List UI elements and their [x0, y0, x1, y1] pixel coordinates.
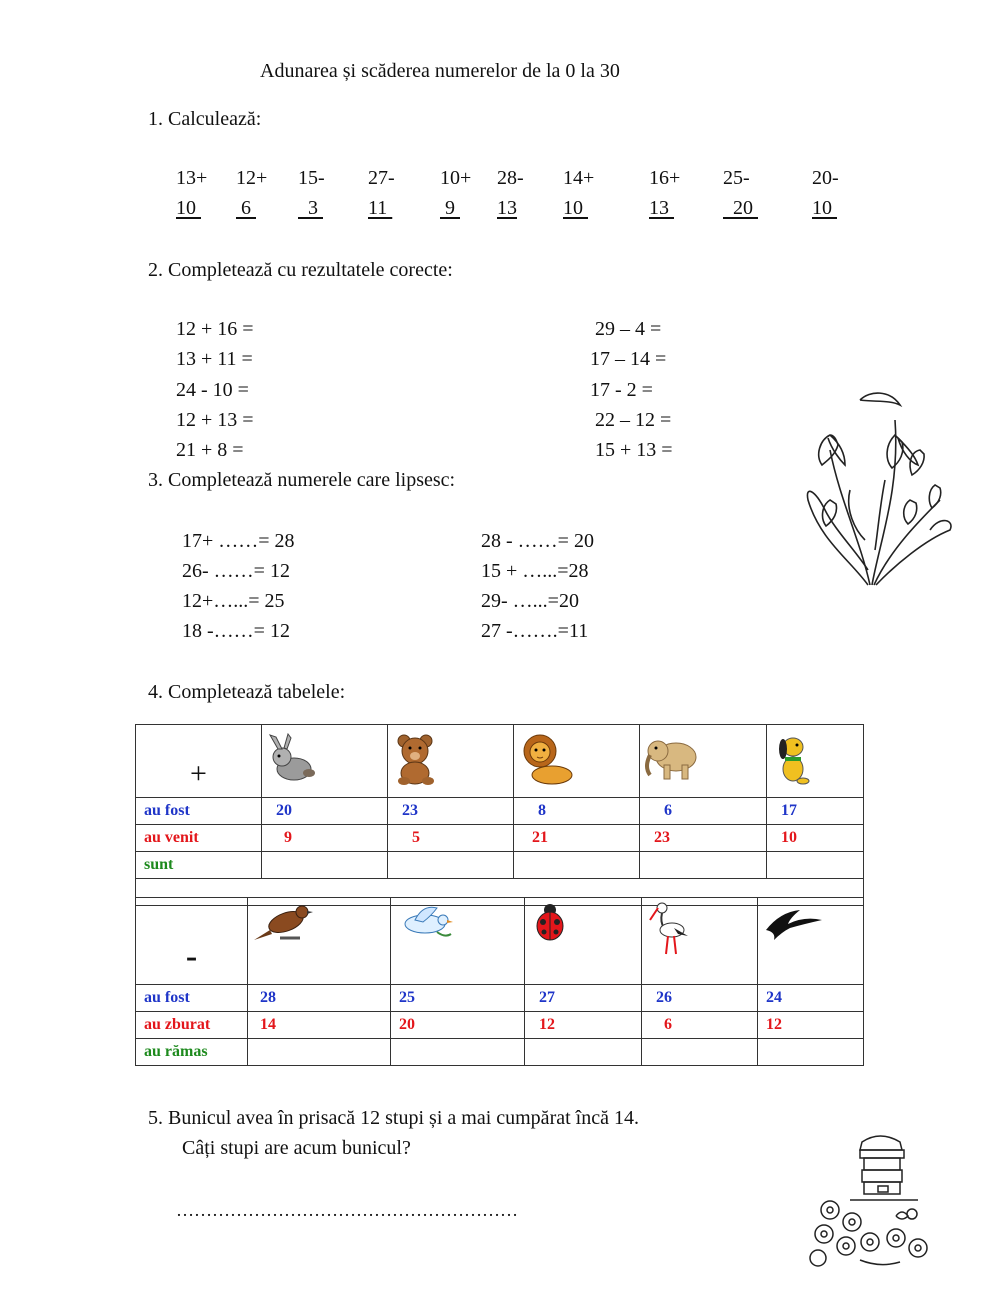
animal-cell — [248, 898, 391, 985]
table-cell: 23 — [640, 825, 767, 852]
answer-cell[interactable] — [758, 1039, 864, 1066]
ex1-problem-top: 13+ — [176, 167, 208, 189]
table-cell: 10 — [767, 825, 864, 852]
ex1-problem-bottom-number: 3 — [298, 197, 323, 219]
ex1-problem-top: 15- — [298, 167, 325, 189]
answer-dotted-line[interactable]: ………………………………………………… — [176, 1200, 518, 1220]
ex2-right-2: 17 – 14 = — [590, 348, 667, 370]
answer-cell[interactable] — [248, 1039, 391, 1066]
answer-cell[interactable] — [388, 852, 514, 879]
stork-icon — [644, 900, 694, 956]
ex2-left-2: 13 + 11 = — [176, 348, 253, 370]
ex1-problem-bottom-number: 9 — [440, 197, 460, 219]
swallow-icon — [760, 900, 826, 940]
table-cell: 26 — [642, 985, 758, 1012]
table-cell: 14 — [248, 1012, 391, 1039]
ex2-left-3: 24 - 10 = — [176, 379, 249, 401]
ex1-problem-bottom-number: 10 — [176, 197, 201, 219]
ex4-heading: 4. Completează tabelele: — [148, 681, 346, 703]
table-cell: 6 — [642, 1012, 758, 1039]
table-cell: 17 — [767, 798, 864, 825]
ex3-left-3: 12+…...= 25 — [182, 590, 285, 612]
ex1-problem-bottom — [812, 197, 837, 220]
answer-cell[interactable] — [642, 1039, 758, 1066]
ex2-heading: 2. Completează cu rezultatele corecte: — [148, 259, 453, 281]
ex1-problem-top: 16+ — [649, 167, 681, 189]
ex2-right-5: 15 + 13 = — [595, 439, 673, 461]
ex1-problem-bottom — [440, 197, 460, 220]
ex1-problem-top: 20- — [812, 167, 839, 189]
answer-cell[interactable] — [525, 1039, 642, 1066]
ex1-problem-bottom-number: 10 — [563, 197, 588, 219]
ex1-problem-top: 25- — [723, 167, 750, 189]
page-title: Adunarea și scăderea numerelor de la 0 la 30 — [260, 60, 620, 82]
ex2-left-5: 21 + 8 = — [176, 439, 244, 461]
ex1-problem-top: 14+ — [563, 167, 595, 189]
table-cell: 20 — [391, 1012, 525, 1039]
animal-cell — [514, 725, 640, 798]
answer-cell[interactable] — [262, 852, 388, 879]
rabbit-icon — [264, 733, 324, 785]
ex1-problem-bottom — [236, 197, 256, 220]
row-label-au-venit: au venit — [136, 825, 262, 852]
ex3-right-1: 28 - ……= 20 — [481, 530, 594, 552]
ex1-problem-bottom — [298, 197, 323, 220]
ex1-problem-bottom-number: 11 — [368, 197, 393, 219]
animal-cell — [525, 898, 642, 985]
subtraction-table — [135, 897, 864, 1066]
teddy-bear-icon — [390, 731, 446, 787]
ex1-problem-bottom-number: 20 — [723, 197, 758, 219]
ex1-problem-bottom — [497, 197, 517, 220]
ex3-left-1: 17+ ……= 28 — [182, 530, 295, 552]
animal-cell — [767, 725, 864, 798]
ex2-right-4: 22 – 12 = — [595, 409, 672, 431]
row-label-au-fost: au fost — [136, 985, 248, 1012]
table-cell: 27 — [525, 985, 642, 1012]
ex1-problem-top: 28- — [497, 167, 524, 189]
ex2-left-4: 12 + 13 = — [176, 409, 254, 431]
table-cell: 21 — [514, 825, 640, 852]
ex1-problem-bottom-number: 6 — [236, 197, 256, 219]
ex1-problem-bottom — [368, 197, 392, 220]
ex1-problem-bottom-number: 10 — [812, 197, 837, 219]
table-cell: 28 — [248, 985, 391, 1012]
animal-cell — [391, 898, 525, 985]
ex1-heading: 1. Calculează: — [148, 108, 262, 130]
answer-cell[interactable] — [514, 852, 640, 879]
ex5-problem-line1: 5. Bunicul avea în prisacă 12 stupi și a mai cumpărat încă 14. — [148, 1107, 639, 1129]
ex1-problem-bottom — [563, 197, 588, 220]
lion-icon — [516, 729, 576, 789]
snowdrop-flower-icon — [800, 390, 960, 590]
ladybug-icon — [527, 900, 573, 946]
table-cell: 12 — [758, 1012, 864, 1039]
ex1-problem-bottom-number: 13 — [497, 197, 517, 219]
table-cell: 24 — [758, 985, 864, 1012]
plus-sign: + — [136, 725, 262, 798]
addition-table — [135, 724, 864, 906]
beehive-icon — [800, 1130, 950, 1270]
dog-icon — [769, 731, 819, 787]
row-label-sunt: sunt — [136, 852, 262, 879]
row-label-au-zburat: au zburat — [136, 1012, 248, 1039]
table-cell: 5 — [388, 825, 514, 852]
minus-sign: - — [136, 898, 248, 985]
table-cell: 8 — [514, 798, 640, 825]
animal-cell — [640, 725, 767, 798]
ex3-right-3: 29- …...=20 — [481, 590, 579, 612]
ex2-right-3: 17 - 2 = — [590, 379, 653, 401]
row-label-au-fost: au fost — [136, 798, 262, 825]
answer-cell[interactable] — [391, 1039, 525, 1066]
ex1-problem-top: 12+ — [236, 167, 268, 189]
table-cell: 9 — [262, 825, 388, 852]
ex3-right-2: 15 + …...=28 — [481, 560, 589, 582]
table-cell: 23 — [388, 798, 514, 825]
table-cell: 12 — [525, 1012, 642, 1039]
ex1-problem-bottom — [723, 197, 758, 220]
ex1-problem-bottom-number: 13 — [649, 197, 674, 219]
ex2-left-1: 12 + 16 = — [176, 318, 254, 340]
animal-cell — [262, 725, 388, 798]
ex3-heading: 3. Completează numerele care lipsesc: — [148, 469, 456, 491]
ex1-problem-bottom — [176, 197, 201, 220]
ex1-problem-top: 27- — [368, 167, 395, 189]
animal-cell — [388, 725, 514, 798]
ex3-left-2: 26- ……= 12 — [182, 560, 290, 582]
answer-cell[interactable] — [640, 852, 767, 879]
ex5-problem-line2: Câți stupi are acum bunicul? — [182, 1137, 411, 1159]
table-cell: 6 — [640, 798, 767, 825]
ex1-problem-top: 10+ — [440, 167, 472, 189]
ex3-right-4: 27 -…….=11 — [481, 620, 589, 642]
sparrow-icon — [250, 900, 316, 948]
ex1-problem-bottom — [649, 197, 674, 220]
dove-icon — [393, 900, 459, 948]
ex2-right-1: 29 – 4 = — [595, 318, 662, 340]
table-cell: 25 — [391, 985, 525, 1012]
animal-cell — [642, 898, 758, 985]
animal-cell — [758, 898, 864, 985]
row-label-au-ramas: au rămas — [136, 1039, 248, 1066]
table-cell: 20 — [262, 798, 388, 825]
answer-cell[interactable] — [767, 852, 864, 879]
ex3-left-4: 18 -……= 12 — [182, 620, 290, 642]
elephant-icon — [642, 731, 702, 787]
